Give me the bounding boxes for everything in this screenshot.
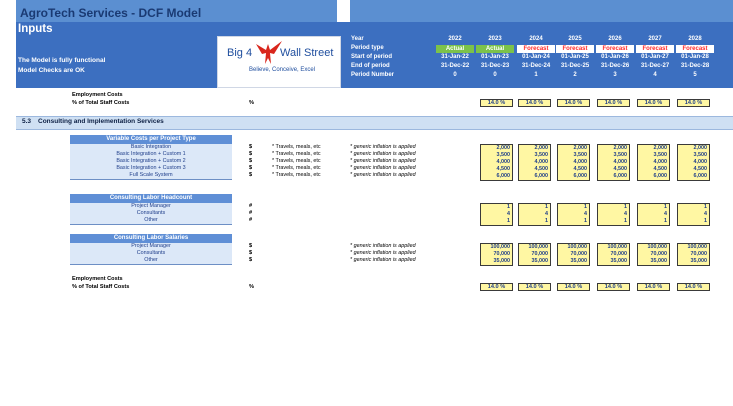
row-label: Project Manager — [70, 203, 232, 211]
row-unit: $ — [249, 250, 253, 256]
row-note: * generic inflation is applied — [350, 144, 416, 150]
pct-input[interactable]: 14.0 % — [518, 99, 551, 107]
value-input[interactable]: 1 — [584, 218, 587, 224]
value-column — [518, 203, 551, 226]
value-input[interactable]: 35,000 — [690, 258, 707, 264]
value-column — [677, 243, 710, 266]
timeline-year: 2028 — [688, 36, 702, 42]
value-input[interactable]: 4,500 — [613, 166, 627, 172]
timeline-year: 2022 — [448, 36, 462, 42]
value-column — [637, 144, 670, 181]
value-column — [557, 144, 590, 181]
value-input[interactable]: 4,500 — [573, 166, 587, 172]
pct-input[interactable]: 14.0 % — [637, 283, 670, 291]
timeline-start: 01-Jan-27 — [641, 54, 669, 60]
row-label: Basic Integration + Custom 1 — [70, 151, 232, 159]
timeline-year: 2025 — [568, 36, 582, 42]
value-input[interactable]: 70,000 — [531, 251, 548, 257]
value-input[interactable]: 1 — [507, 204, 510, 210]
employment-label-bottom: % of Total Staff Costs — [72, 284, 130, 290]
value-input[interactable]: 35,000 — [493, 258, 510, 264]
value-column — [597, 144, 630, 181]
value-input[interactable]: 2,000 — [653, 145, 667, 151]
value-input[interactable]: 4,000 — [613, 159, 627, 165]
status-checks: Model Checks are OK — [18, 67, 85, 74]
row-note: * generic inflation is applied — [350, 257, 416, 263]
timeline-num: 2 — [573, 72, 577, 78]
value-input[interactable]: 35,000 — [610, 258, 627, 264]
value-input[interactable]: 100,000 — [490, 244, 510, 250]
value-input[interactable]: 100,000 — [687, 244, 707, 250]
value-input[interactable]: 1 — [545, 218, 548, 224]
value-input[interactable]: 3,500 — [693, 152, 707, 158]
employment-unit-bottom: % — [249, 284, 254, 290]
row-description: * Travels, meals, etc — [272, 172, 321, 178]
logo-brand-left: Big 4 — [227, 47, 253, 59]
timeline-start: 31-Jan-22 — [441, 54, 469, 60]
row-note: * generic inflation is applied — [350, 250, 416, 256]
pct-input[interactable]: 14.0 % — [677, 283, 710, 291]
value-input[interactable]: 6,000 — [613, 173, 627, 179]
row-unit: $ — [249, 151, 253, 157]
timeline-end: 31-Dec-25 — [560, 63, 590, 69]
timeline-type: Forecast — [676, 45, 714, 53]
value-input[interactable]: 1 — [545, 204, 548, 210]
timeline-end: 31-Dec-23 — [480, 63, 510, 69]
value-input[interactable]: 4,000 — [573, 159, 587, 165]
value-column — [637, 203, 670, 226]
value-input[interactable]: 6,000 — [653, 173, 667, 179]
timeline-row-label: Start of period — [351, 54, 393, 60]
value-input[interactable]: 3,500 — [534, 152, 548, 158]
value-input[interactable]: 6,000 — [573, 173, 587, 179]
value-input[interactable]: 4,000 — [693, 159, 707, 165]
pct-input[interactable]: 14.0 % — [557, 99, 590, 107]
row-unit: # — [249, 203, 253, 209]
value-input[interactable]: 70,000 — [690, 251, 707, 257]
value-input[interactable]: 2,000 — [534, 145, 548, 151]
pct-input[interactable]: 14.0 % — [518, 283, 551, 291]
value-input[interactable]: 70,000 — [493, 251, 510, 257]
timeline-row-label: End of period — [351, 63, 390, 69]
timeline-year: 2027 — [648, 36, 662, 42]
row-unit: $ — [249, 257, 253, 263]
value-input[interactable]: 4 — [545, 211, 548, 217]
pct-input[interactable]: 14.0 % — [677, 99, 710, 107]
timeline-type: Forecast — [517, 45, 555, 53]
timeline-end: 31-Dec-28 — [680, 63, 710, 69]
row-unit: $ — [249, 165, 253, 171]
timeline-year: 2024 — [529, 36, 543, 42]
timeline-end: 31-Dec-26 — [600, 63, 630, 69]
value-input[interactable]: 4,500 — [496, 166, 510, 172]
value-input[interactable]: 70,000 — [650, 251, 667, 257]
value-input[interactable]: 4 — [507, 211, 510, 217]
employment-label-top: % of Total Staff Costs — [72, 100, 130, 106]
value-input[interactable]: 4 — [584, 211, 587, 217]
value-column — [677, 144, 710, 181]
value-column — [677, 203, 710, 226]
timeline-num: 5 — [693, 72, 697, 78]
value-input[interactable]: 3,500 — [613, 152, 627, 158]
row-label: Project Manager — [70, 243, 232, 251]
timeline-end: 31-Dec-24 — [521, 63, 551, 69]
value-input[interactable]: 70,000 — [610, 251, 627, 257]
row-label: Basic Integration — [70, 144, 232, 152]
timeline-row-label: Year — [351, 36, 364, 42]
timeline-type: Forecast — [556, 45, 594, 53]
pct-input[interactable]: 14.0 % — [480, 283, 513, 291]
value-input[interactable]: 100,000 — [607, 244, 627, 250]
row-unit: $ — [249, 158, 253, 164]
value-input[interactable]: 4,000 — [496, 159, 510, 165]
value-column — [480, 203, 513, 226]
value-input[interactable]: 1 — [664, 204, 667, 210]
value-input[interactable]: 35,000 — [531, 258, 548, 264]
timeline-start: 01-Jan-25 — [561, 54, 589, 60]
headcount-title: Consulting Labor Headcount — [70, 194, 232, 203]
value-input[interactable]: 4,000 — [653, 159, 667, 165]
pct-input[interactable]: 14.0 % — [597, 283, 630, 291]
timeline-num: 3 — [613, 72, 617, 78]
row-description: * Travels, meals, etc — [272, 165, 321, 171]
value-input[interactable]: 6,000 — [534, 173, 548, 179]
row-note: * generic inflation is applied — [350, 172, 416, 178]
value-column — [518, 144, 551, 181]
value-input[interactable]: 1 — [584, 204, 587, 210]
value-input[interactable]: 1 — [624, 218, 627, 224]
pct-input[interactable]: 14.0 % — [480, 99, 513, 107]
value-input[interactable]: 1 — [507, 218, 510, 224]
row-note: * generic inflation is applied — [350, 158, 416, 164]
value-input[interactable]: 1 — [624, 204, 627, 210]
value-column — [597, 203, 630, 226]
value-input[interactable]: 100,000 — [647, 244, 667, 250]
value-input[interactable]: 4 — [624, 211, 627, 217]
timeline-start: 01-Jan-24 — [522, 54, 550, 60]
value-column — [597, 243, 630, 266]
brand-logo — [217, 36, 341, 88]
timeline-num: 4 — [653, 72, 657, 78]
timeline-type: Actual — [436, 45, 474, 53]
row-note: * generic inflation is applied — [350, 151, 416, 157]
timeline-type: Forecast — [596, 45, 634, 53]
row-label: Full Scale System — [70, 172, 232, 180]
employment-unit-top: % — [249, 100, 254, 106]
timeline-year: 2023 — [488, 36, 502, 42]
row-label: Other — [70, 257, 232, 265]
timeline-start: 01-Jan-23 — [481, 54, 509, 60]
row-description: * Travels, meals, etc — [272, 151, 321, 157]
variable-costs-title: Variable Costs per Project Type — [70, 135, 232, 144]
value-column — [518, 243, 551, 266]
value-column — [480, 144, 513, 181]
page-title: Inputs — [18, 23, 53, 35]
value-column — [480, 243, 513, 266]
logo-brand-right: Wall Street — [280, 47, 334, 59]
value-input[interactable]: 3,500 — [573, 152, 587, 158]
value-input[interactable]: 4,500 — [653, 166, 667, 172]
value-input[interactable]: 4,500 — [534, 166, 548, 172]
row-label: Consultants — [70, 210, 232, 218]
section-header — [16, 116, 733, 130]
value-input[interactable]: 70,000 — [570, 251, 587, 257]
employment-title-bottom: Employment Costs — [72, 276, 123, 282]
timeline-year: 2026 — [608, 36, 622, 42]
value-input[interactable]: 100,000 — [567, 244, 587, 250]
row-note: * generic inflation is applied — [350, 165, 416, 171]
value-input[interactable]: 100,000 — [528, 244, 548, 250]
value-input[interactable]: 2,000 — [573, 145, 587, 151]
value-input[interactable]: 3,500 — [496, 152, 510, 158]
logo-tagline: Believe, Conceive, Excel — [249, 67, 316, 73]
timeline-type: Forecast — [636, 45, 674, 53]
value-input[interactable]: 1 — [664, 218, 667, 224]
row-label: Basic Integration + Custom 2 — [70, 158, 232, 166]
row-unit: $ — [249, 243, 253, 249]
timeline-type: Actual — [476, 45, 514, 53]
timeline-start: 01-Jan-26 — [601, 54, 629, 60]
employment-title-top: Employment Costs — [72, 92, 123, 98]
row-label: Other — [70, 217, 232, 225]
timeline-row-label: Period Number — [351, 72, 395, 78]
row-unit: $ — [249, 144, 253, 150]
value-input[interactable]: 1 — [704, 218, 707, 224]
row-note: * generic inflation is applied — [350, 243, 416, 249]
value-input[interactable]: 2,000 — [613, 145, 627, 151]
value-input[interactable]: 6,000 — [496, 173, 510, 179]
row-unit: $ — [249, 172, 253, 178]
value-input[interactable]: 3,500 — [653, 152, 667, 158]
model-title: AgroTech Services - DCF Model — [20, 6, 202, 20]
salaries-title: Consulting Labor Salaries — [70, 234, 232, 243]
pct-input[interactable]: 14.0 % — [597, 99, 630, 107]
section-title: Consulting and Implementation Services — [38, 118, 164, 125]
value-input[interactable]: 2,000 — [496, 145, 510, 151]
value-column — [557, 203, 590, 226]
value-input[interactable]: 35,000 — [650, 258, 667, 264]
value-input[interactable]: 1 — [704, 204, 707, 210]
row-label: Consultants — [70, 250, 232, 258]
pct-input[interactable]: 14.0 % — [557, 283, 590, 291]
pct-input[interactable]: 14.0 % — [637, 99, 670, 107]
value-column — [557, 243, 590, 266]
value-input[interactable]: 6,000 — [693, 173, 707, 179]
timeline-end: 31-Dec-27 — [640, 63, 670, 69]
value-input[interactable]: 2,000 — [693, 145, 707, 151]
timeline-num: 1 — [534, 72, 538, 78]
value-input[interactable]: 4 — [664, 211, 667, 217]
timeline-row-label: Period type — [351, 45, 384, 51]
timeline-num: 0 — [453, 72, 457, 78]
section-number: 5.3 — [22, 118, 32, 125]
status-functional: The Model is fully functional — [18, 57, 106, 64]
value-input[interactable]: 35,000 — [570, 258, 587, 264]
timeline-end: 31-Dec-22 — [440, 63, 470, 69]
row-description: * Travels, meals, etc — [272, 144, 321, 150]
header-gap — [337, 0, 350, 22]
row-description: * Travels, meals, etc — [272, 158, 321, 164]
timeline-start: 01-Jan-28 — [681, 54, 709, 60]
row-unit: # — [249, 217, 253, 223]
value-column — [637, 243, 670, 266]
row-label: Basic Integration + Custom 3 — [70, 165, 232, 173]
value-input[interactable]: 4 — [704, 211, 707, 217]
value-input[interactable]: 4,000 — [534, 159, 548, 165]
value-input[interactable]: 4,500 — [693, 166, 707, 172]
timeline-num: 0 — [493, 72, 497, 78]
row-unit: # — [249, 210, 253, 216]
